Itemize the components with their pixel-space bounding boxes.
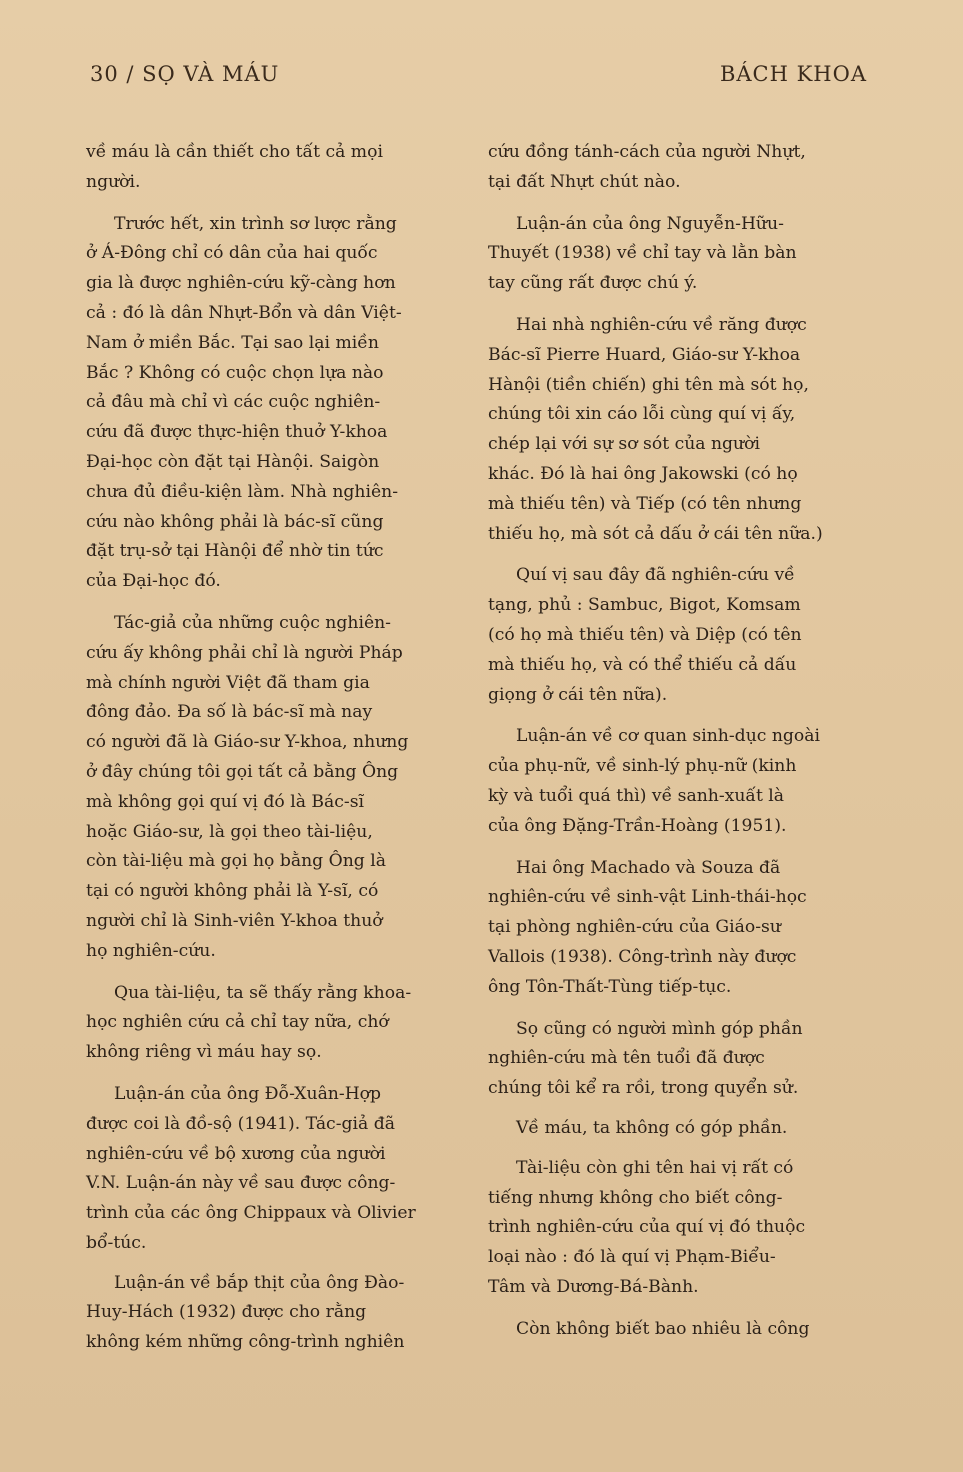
- paragraph: Tài-liệu còn ghi tên hai vị rất có tiếng nhưng không cho biết công- trình nghiên-cứu của quí vị đó thuộc loại nào : đó là quí vị Phạm-Biểu- Tâm và Dương-Bá-Bành.: [488, 1157, 806, 1297]
- running-head-left: 30 / SỌ VÀ MÁU: [90, 62, 280, 86]
- paragraph: Hai nhà nghiên-cứu về răng được Bác-sĩ Pierre Huard, Giáo-sư Y-khoa Hànội (tiền chiến) ghi tên mà sót họ, chúng tôi xin cáo lỗi cùng quí vị ấy, chép lại với sự sơ sót của người khác. Đó là hai ông Jakowski (có họ mà thiếu tên) và Tiếp (có tên nhưng thiếu họ, mà sót cả dấu ở cái tên nữa.): [488, 314, 823, 544]
- paragraph: Tác-giả của những cuộc nghiên- cứu ấy không phải chỉ là người Pháp mà chính người Việt đã tham gia đông đảo. Đa số là bác-sĩ mà nay có người đã là Giáo-sư Y-khoa, nhưng ở đây chúng tôi gọi tất cả bằng Ông mà không gọi quí vị đó là Bác-sĩ hoặc Giáo-sư, là gọi theo tài-liệu, còn tài-liệu mà gọi họ bằng Ông là tại có người không phải là Y-sĩ, có người chỉ là Sinh-viên Y-khoa thuở họ nghiên-cứu.: [86, 612, 409, 961]
- paragraph: Hai ông Machado và Souza đã nghiên-cứu về sinh-vật Linh-thái-học tại phòng nghiên-cứu của Giáo-sư Vallois (1938). Công-trình này được ông Tôn-Thất-Tùng tiếp-tục.: [488, 857, 807, 997]
- page-header: [90, 62, 867, 92]
- paragraph: Trước hết, xin trình sơ lược rằng ở Á-Đông chỉ có dân của hai quốc gia là được nghiên-cứu kỹ-càng hơn cả : đó là dân Nhựt-Bổn và dân Việt- Nam ở miền Bắc. Tại sao lại miền Bắc ? Không có cuộc chọn lựa nào cả đâu mà chỉ vì các cuộc nghiên- cứu đã được thực-hiện thuở Y-khoa Đại-học còn đặt tại Hànội. Saigòn chưa đủ điều-kiện làm. Nhà nghiên- cứu nào không phải là bác-sĩ cũng đặt trụ-sở tại Hànội để nhờ tin tức của Đại-học đó.: [86, 213, 402, 592]
- running-head-right: BÁCH KHOA: [719, 62, 867, 86]
- paragraph: Còn không biết bao nhiêu là công: [516, 1318, 810, 1339]
- paragraph: Luận-án về bắp thịt của ông Đào- Huy-Hách (1932) được cho rằng không kém những công-trình nghiên: [86, 1272, 405, 1353]
- paragraph: Sọ cũng có người mình góp phần nghiên-cứu mà tên tuổi đã được chúng tôi kể ra rồi, trong quyển sử.: [488, 1018, 803, 1099]
- paragraph: về máu là cần thiết cho tất cả mọi người.: [86, 142, 383, 192]
- paragraph: cứu đồng tánh-cách của người Nhựt, tại đất Nhựt chút nào.: [488, 142, 806, 192]
- paragraph: Qua tài-liệu, ta sẽ thấy rằng khoa- học nghiên cứu cả chỉ tay nữa, chớ không riêng vì máu hay sọ.: [86, 982, 412, 1063]
- paragraph: Về máu, ta không có góp phần.: [516, 1117, 788, 1138]
- paragraph: Luận-án của ông Nguyễn-Hữu- Thuyết (1938) về chỉ tay và lằn bàn tay cũng rất được chú ý.: [488, 213, 797, 294]
- left-column: [86, 138, 460, 1370]
- paragraph: Quí vị sau đây đã nghiên-cứu về tạng, phủ : Sambuc, Bigot, Komsam (có họ mà thiếu tên) và Diệp (có tên mà thiếu họ, và có thể thiếu cả dấu giọng ở cái tên nữa).: [488, 565, 802, 705]
- paragraph: Luận-án về cơ quan sinh-dục ngoài của phụ-nữ, về sinh-lý phụ-nữ (kinh kỳ và tuổi quá thì) về sanh-xuất là của ông Đặng-Trần-Hoàng (1951).: [488, 726, 821, 836]
- paragraph: Luận-án của ông Đỗ-Xuân-Hợp được coi là đồ-sộ (1941). Tác-giả đã nghiên-cứu về bộ xương của người V.N. Luận-án này về sau được công- trình của các ông Chippaux và Olivier bổ-túc.: [86, 1083, 416, 1253]
- right-column: [488, 138, 864, 1356]
